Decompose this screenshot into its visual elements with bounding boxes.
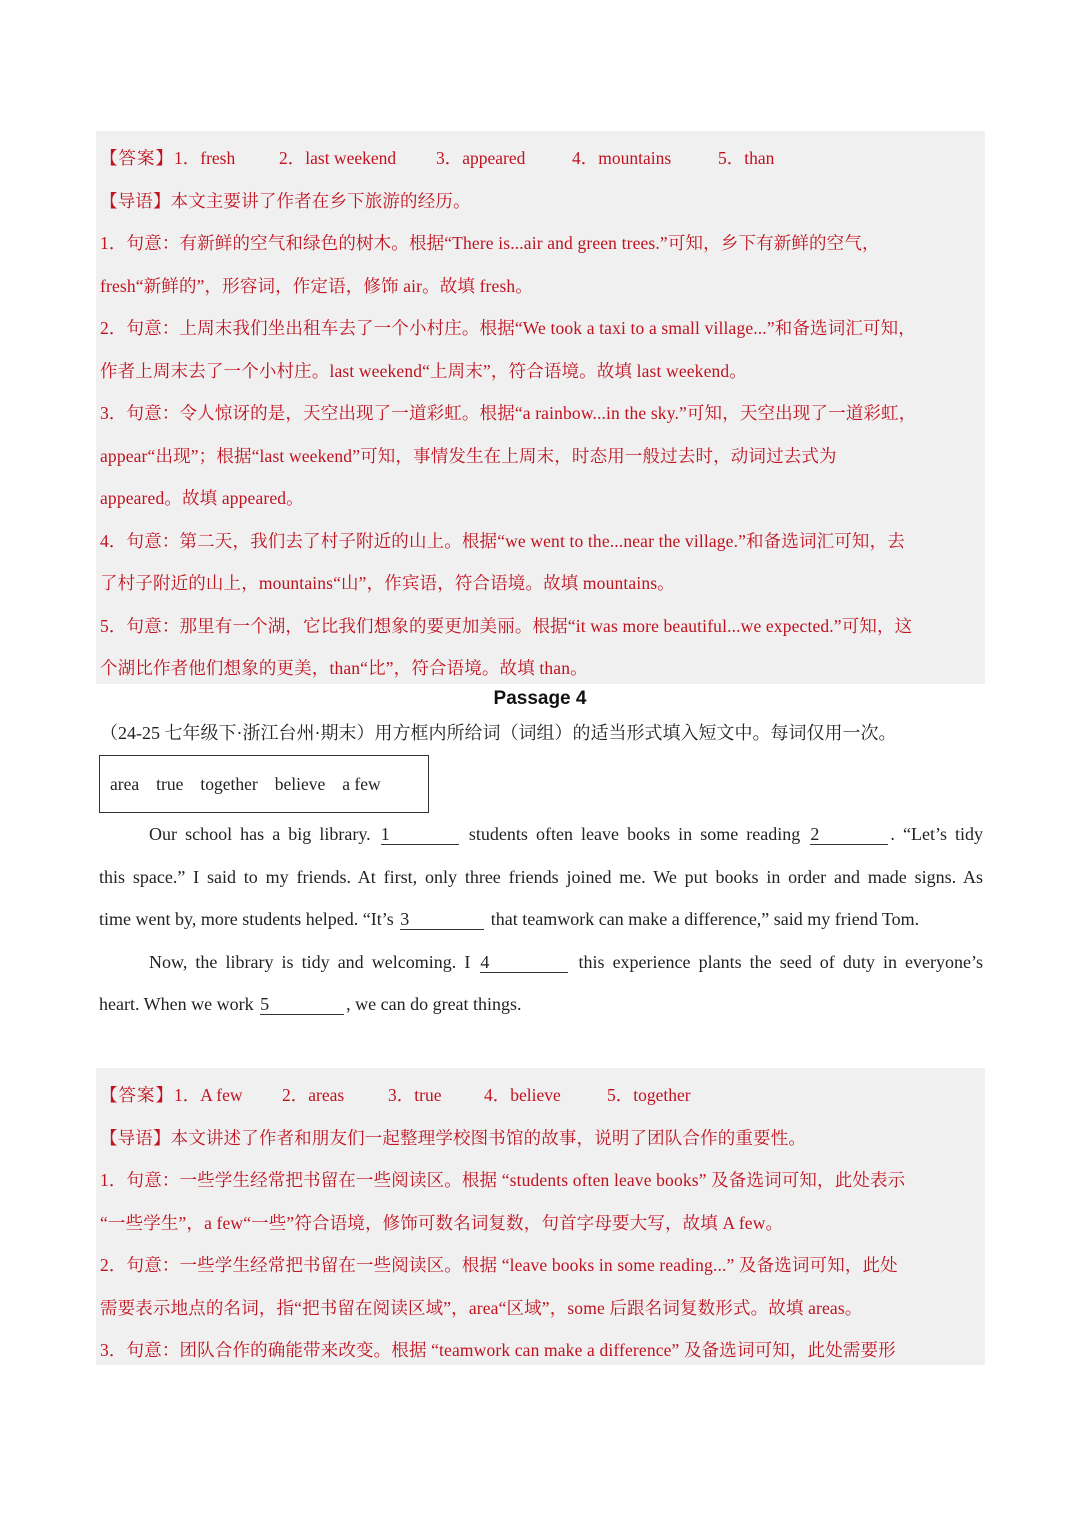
passage-text: that teamwork can make a difference,” said my friend Tom.: [490, 909, 920, 929]
blank-1: 1: [381, 824, 459, 845]
passage-text: heart. When we work: [99, 994, 254, 1014]
passage-text: students often leave books in some reading: [468, 824, 801, 844]
passage-text: this experience plants the seed of duty in everyone’s: [578, 951, 983, 972]
explanation-line: appear“出现”；根据“last weekend”可知，事情发生在上周末，时态用一般过去时，动词过去式为: [100, 445, 837, 466]
passage-text: , we can do great things.: [346, 994, 522, 1014]
explanation-line: “一些学生”，a few“一些”符合语境，修饰可数名词复数，句首字母要大写，故填 A few。: [100, 1212, 784, 1233]
explanation-line: appeared。故填 appeared。: [100, 488, 304, 508]
guide-tag: 【导语】: [100, 1127, 171, 1148]
answer-item: 5．together: [607, 1085, 691, 1105]
explanation-line: 4．句意：第二天，我们去了村子附近的山上。根据“we went to the...near the village.”和备选词汇可知，去: [100, 530, 905, 551]
passage-line: [99, 941, 983, 984]
answer-item: 3．appeared: [436, 148, 526, 168]
word-bank-item: believe: [274, 774, 326, 794]
word-bank-item: together: [200, 774, 258, 794]
word-bank-item: true: [156, 774, 184, 794]
guide-tag: 【导语】: [100, 190, 171, 211]
answer-line: [100, 137, 981, 180]
word-bank-item: a few: [342, 774, 381, 794]
explanation-line: 2．句意：一些学生经常把书留在一些阅读区。根据 “leave books in some reading...” 及备选词可知，此处: [100, 1255, 898, 1275]
blank-4: 4: [480, 952, 568, 973]
explanation-line: 1．句意：一些学生经常把书留在一些阅读区。根据 “students often leave books” 及备选词可知，此处表示: [100, 1170, 906, 1190]
passage-title: Passage 4: [493, 688, 587, 709]
explanation-line: 作者上周末去了一个小村庄。last weekend“上周末”，符合语境。故填 last weekend。: [100, 360, 747, 381]
explanation-line: 5．句意：那里有一个湖，它比我们想象的要更加美丽。根据“it was more beautiful...we expected.”可知，这: [100, 615, 913, 636]
answer-tag: 【答案】: [100, 1085, 174, 1105]
blank-3: 3: [400, 909, 484, 930]
explanation-line: 3．句意：令人惊讶的是，天空出现了一道彩虹。根据“a rainbow...in the sky.”可知，天空出现了一道彩虹，: [100, 403, 917, 423]
word-bank-item: area: [110, 774, 140, 794]
answer-item: 1．A few: [174, 1085, 243, 1105]
passage-body: [99, 813, 983, 1026]
answer-item: 2．last weekend: [279, 148, 397, 168]
answer-box-2: [96, 1068, 985, 1365]
answer-box-1: [96, 131, 985, 684]
blank-2: 2: [810, 824, 888, 845]
answer-item: 1．fresh: [174, 148, 236, 168]
passage-text: Now, the library is tidy and welcoming. I: [149, 951, 471, 972]
word-bank-box: [99, 755, 429, 813]
answer-item: 4．believe: [484, 1085, 561, 1105]
passage-line: [99, 898, 983, 941]
passage-text: time went by, more students helped. “It’s: [99, 909, 394, 929]
guide-text: 本文讲述了作者和朋友们一起整理学校图书馆的故事，说明了团队合作的重要性。: [170, 1127, 807, 1148]
passage-line: [99, 813, 983, 856]
answer-item: 5．than: [718, 148, 775, 168]
answer-item: 4．mountains: [572, 148, 672, 168]
explanation-line: 3．句意：团队合作的确能带来改变。根据 “teamwork can make a difference” 及备选词可知，此处需要形: [100, 1340, 896, 1360]
explanation-line: 2．句意：上周末我们坐出租车去了一个小村庄。根据“We took a taxi to a small village...”和备选词汇可知，: [100, 318, 916, 338]
explanation-line: 个湖比作者他们想象的更美，than“比”，符合语境。故填 than。: [100, 658, 588, 678]
explanation-line: fresh“新鲜的”，形容词，作定语，修饰 air。故填 fresh。: [100, 275, 533, 296]
explanation-line: 1．句意：有新鲜的空气和绿色的树木。根据“There is...air and green trees.”可知，乡下有新鲜的空气，: [100, 233, 880, 253]
explanation-line: 需要表示地点的名词，指“把书留在阅读区域”，area“区域”，some 后跟名词复数形式。故填 areas。: [100, 1297, 863, 1318]
passage-text: . “Let’s tidy: [890, 824, 984, 844]
blank-5: 5: [260, 994, 344, 1015]
answer-tag: 【答案】: [100, 148, 174, 168]
answer-item: 2．areas: [282, 1085, 345, 1105]
passage-instruction: （24-25 七年级下·浙江台州·期末）用方框内所给词（词组）的适当形式填入短文中。每词仅用一次。: [100, 723, 897, 743]
guide-line: [100, 180, 981, 223]
passage-line: [99, 983, 983, 1026]
passage-text: Our school has a big library.: [149, 824, 371, 844]
answer-item: 3．true: [388, 1085, 442, 1105]
guide-line: [100, 1117, 981, 1160]
guide-text: 本文主要讲了作者在乡下旅游的经历。: [170, 190, 471, 211]
explanation-line: 了村子附近的山上，mountains“山”，作宾语，符合语境。故填 mountains。: [100, 573, 675, 593]
passage-line: this space.” I said to my friends. At first, only three friends joined me. We put books in order and made signs. As: [99, 866, 983, 887]
answer-line: [100, 1074, 981, 1117]
